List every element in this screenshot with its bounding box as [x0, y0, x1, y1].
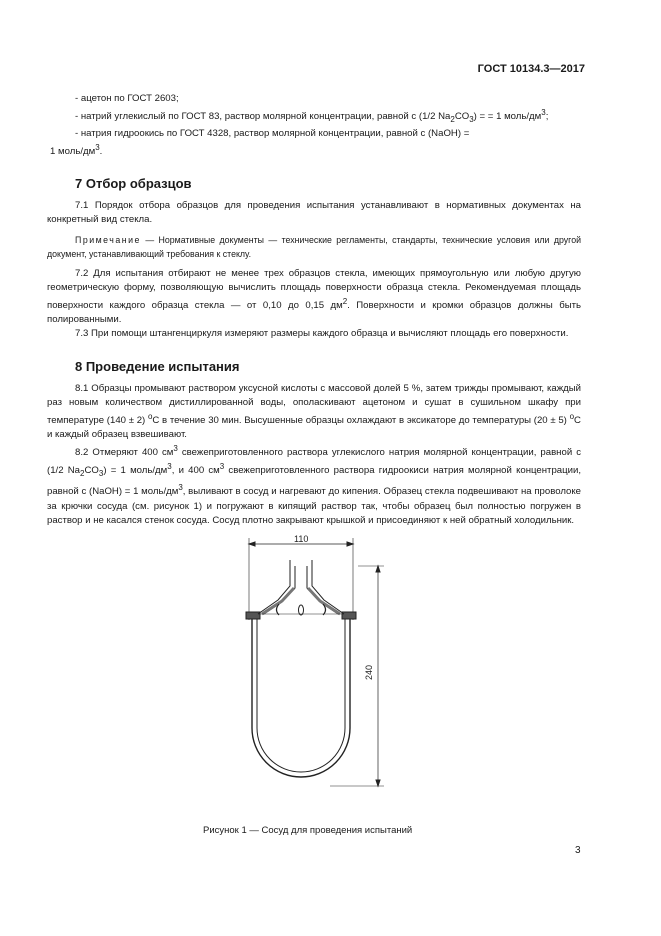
figure-caption: Рисунок 1 — Сосуд для проведения испытаний [203, 825, 413, 836]
para-7-3: 7.3 При помощи штангенциркуля измеряют размеры каждого образца и вычисляют площадь его поверхности. [75, 328, 569, 340]
rim-left [246, 612, 260, 619]
para-7-1: 7.1 Порядок отбора образцов для проведения испытания устанавливают в нормативных документах на конкретный вид стекла. [47, 200, 581, 225]
vessel-outer-wall [252, 618, 350, 777]
note: Примечание — Нормативные документы — технические регламенты, стандарты, технические условия или другой документ, устанавливающий требования к стеклу. [47, 235, 581, 259]
dim-width-label: 110 [294, 534, 309, 544]
section-8-title: 8 Проведение испытания [75, 359, 240, 374]
dim-height-label: 240 [364, 664, 374, 680]
vessel-inner-wall [257, 618, 345, 772]
reagent-acetone: - ацетон по ГОСТ 2603; [75, 93, 179, 104]
lid-hatch-left [262, 588, 294, 614]
reagent-hydroxide-cont: 1 моль/$дм^3$. [50, 143, 103, 158]
section-7-title: 7 Отбор образцов [75, 176, 192, 191]
para-7-2: 7.2 Для испытания отбирают не менее трех образцов стекла, имеющих прямоугольную или любую другую геометрическую форму, позволяющую вычислить площадь поверхности образца стекла. Рекомендуемая площадь поверхности каждого образца стекла — от 0,10 до 0,15 $дм^2$. Поверхности и кромки образцов должны быть полированными. [47, 268, 581, 326]
lid-hatch-right [308, 588, 340, 614]
para-8-1: 8.1 Образцы промывают раствором уксусной кислоты с массовой долей 5 %, затем трижды промывают, каждый раз новым количеством дистиллированной воды, ополаскивают ацетоном и сушат в сушильном шкафу при температуре (140 ± 2) $^о$С в течение 30 мин. Высушенные образцы охлаждают в эксикаторе до температуры (20 ± 5) $^о$С и каждый образец взвешивают. [47, 383, 581, 441]
standard-code: ГОСТ 10134.3—2017 [477, 63, 585, 75]
page-number: 3 [575, 845, 581, 856]
rim-right [342, 612, 356, 619]
reagent-hydroxide: - натрия гидроокись по ГОСТ 4328, раствор молярной концентрации, равной c (NaOH) = [75, 128, 470, 140]
para-8-2: 8.2 Отмеряют 400 $см^3$ свежеприготовленного раствора углекислого натрия молярной концентрации, равной c (1/2 $Na_2CO_3) = 1$ моль/$дм^3$, и 400 $см^3$ свежеприготовленного раствора гидроокиси натрия молярной концентрации, равной c (NaOH) = 1 моль/$дм^3$, выливают в сосуд и нагревают до кипения. Образец стекла подвешивают на проволоке за крючки сосуда (см. рисунок 1) и погружают в кипящий раствор так, чтобы образец был полностью погружен в раствор и не касался стенок сосуда. Сосуд плотно закрывают крышкой и присоединяют к ней обратный холодильник. [47, 444, 582, 526]
center-eyelet [299, 605, 304, 615]
reagent-carbonate: - натрий углекислый по ГОСТ 83, раствор молярной концентрации, равной c (1/2 $Na_2CO_3$) = = 1 моль/$дм^3$; [75, 108, 549, 125]
